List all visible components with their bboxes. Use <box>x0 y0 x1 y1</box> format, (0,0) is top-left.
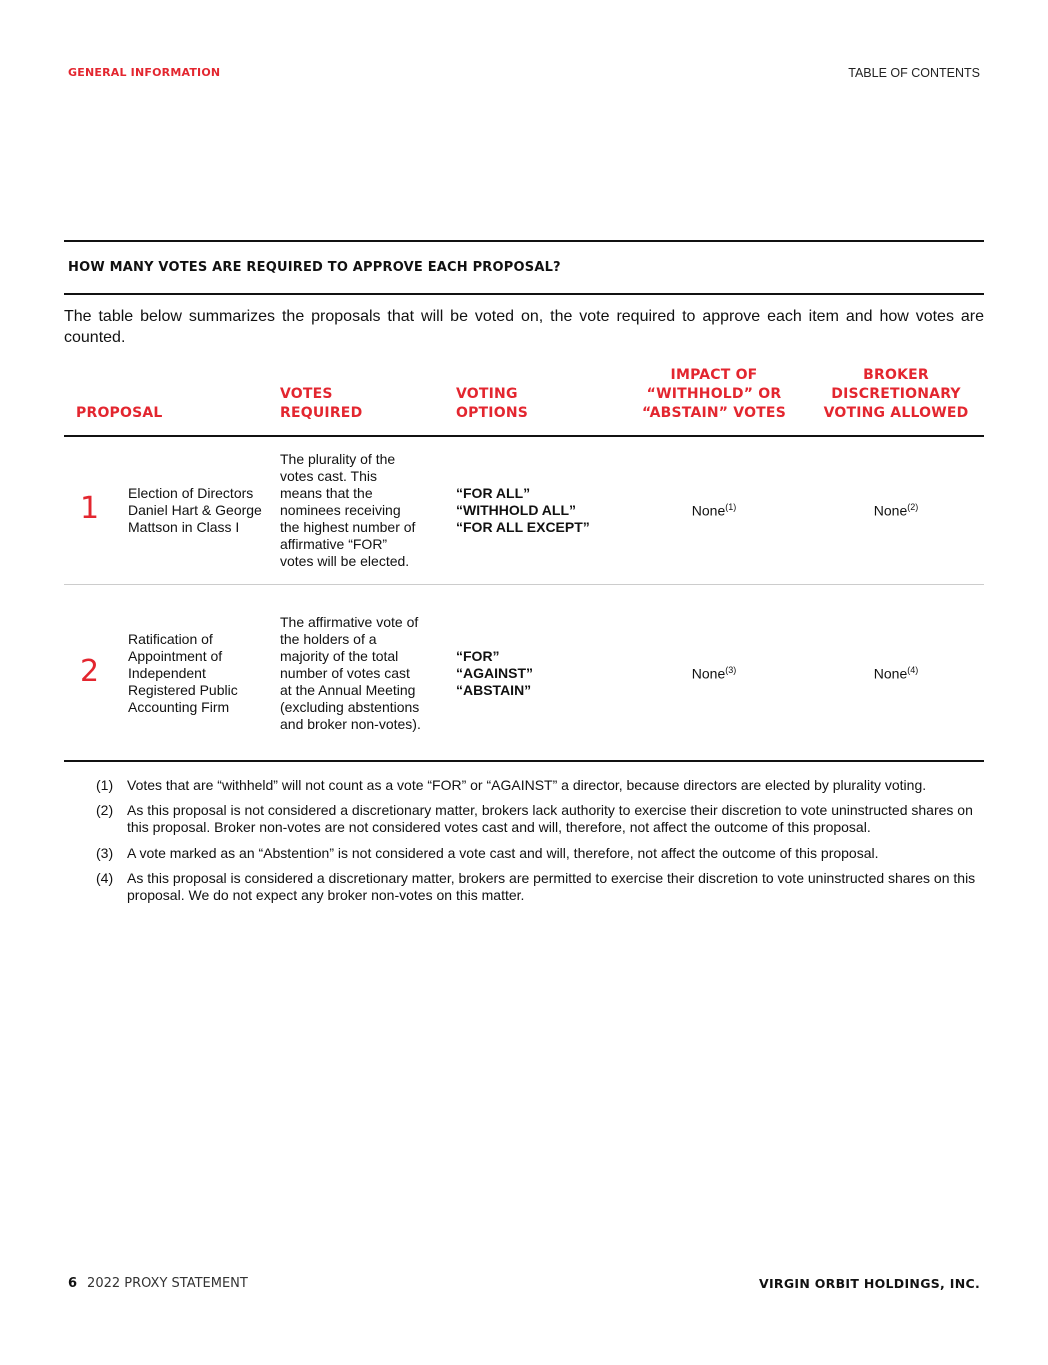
section-bottom-rule <box>64 293 984 295</box>
proposal-name-line: Daniel Hart & George <box>128 502 262 518</box>
header-broker-line2: DISCRETIONARY <box>831 386 961 402</box>
voting-option: “ABSTAIN” <box>456 682 532 698</box>
votes-required-line: (excluding abstentions <box>280 699 420 715</box>
footnote <box>96 777 984 794</box>
row-divider <box>64 584 984 585</box>
votes-required-line: votes cast. This <box>280 468 378 484</box>
votes-required-line: majority of the total <box>280 648 399 664</box>
broker-value <box>826 502 966 519</box>
footnote-ref[interactable]: (4) <box>907 665 919 675</box>
company-name: VIRGIN ORBIT HOLDINGS, INC. <box>758 1276 980 1291</box>
footnote-ref[interactable]: (2) <box>907 502 919 512</box>
proposal-number: 1 <box>80 491 100 526</box>
voting-option: “WITHHOLD ALL” <box>456 502 577 518</box>
votes-required-line: means that the <box>280 485 373 501</box>
footnote <box>96 845 984 862</box>
impact-text: None <box>691 502 726 519</box>
votes-required-line: votes will be elected. <box>280 553 410 569</box>
impact-text: None <box>691 665 726 682</box>
header-broker <box>806 366 986 423</box>
voting-option: “FOR ALL” <box>456 485 531 501</box>
proposal-number: 2 <box>80 654 100 689</box>
header-impact-line3: “ABSTAIN” VOTES <box>642 405 786 421</box>
document-title: 2022 PROXY STATEMENT <box>87 1276 248 1291</box>
footnote-number: (2) <box>96 802 114 818</box>
intro-paragraph: The table below summarizes the proposals that will be voted on, the vote required to approve each item and how votes are counted. <box>64 308 984 346</box>
voting-options <box>456 648 626 699</box>
header-votes-required-line2: REQUIRED <box>280 405 363 421</box>
votes-required-line: The affirmative vote of <box>280 614 419 630</box>
votes-required-line: and broker non-votes). <box>280 716 421 732</box>
header-impact-line2: “WITHHOLD” OR <box>646 386 782 402</box>
votes-required-line: nominees receiving <box>280 502 401 518</box>
page-footer-left <box>68 1276 248 1291</box>
table-header-rule <box>64 435 984 437</box>
footnote <box>96 802 984 836</box>
proposal-name-line: Appointment of <box>128 648 223 664</box>
proposal-name-line: Registered Public <box>128 682 238 698</box>
section-label: GENERAL INFORMATION <box>68 66 221 79</box>
votes-required-line: the holders of a <box>280 631 377 647</box>
proposal-name <box>128 485 278 536</box>
proposal-name-line: Ratification of <box>128 631 213 647</box>
voting-options <box>456 485 626 536</box>
page-number: 6 <box>68 1276 78 1291</box>
proposal-name-line: Mattson in Class I <box>128 519 240 535</box>
proposal-name-line: Election of Directors <box>128 485 254 501</box>
votes-required-text <box>280 451 450 570</box>
voting-option: “FOR” <box>456 648 500 664</box>
section-title: HOW MANY VOTES ARE REQUIRED TO APPROVE EACH PROPOSAL? <box>68 260 561 275</box>
broker-text: None <box>873 502 908 519</box>
impact-value <box>644 502 784 519</box>
header-voting-options <box>456 385 528 423</box>
votes-required-text <box>280 614 450 733</box>
proposal-name-line: Independent <box>128 665 206 681</box>
header-broker-line3: VOTING ALLOWED <box>823 405 969 421</box>
footnote-ref[interactable]: (3) <box>725 665 737 675</box>
footnote-text: As this proposal is considered a discretionary matter, brokers are permitted to exercise their discretion to vote uninstructed shares on this proposal. We do not expect any broker non-votes on this matter. <box>127 870 976 903</box>
header-votes-required-line1: VOTES <box>280 386 333 402</box>
header-impact <box>624 366 804 423</box>
footnote-number: (4) <box>96 870 114 886</box>
footnote <box>96 870 984 904</box>
voting-option: “AGAINST” <box>456 665 533 681</box>
broker-value <box>826 665 966 682</box>
table-of-contents-link[interactable]: TABLE OF CONTENTS <box>848 66 980 80</box>
footnote-ref[interactable]: (1) <box>725 502 737 512</box>
header-impact-line1: IMPACT OF <box>670 367 758 383</box>
table-bottom-rule <box>64 760 984 762</box>
header-voting-options-line1: VOTING <box>456 386 518 402</box>
header-broker-line1: BROKER <box>863 367 929 383</box>
footnote-number: (3) <box>96 845 114 861</box>
broker-text: None <box>873 665 908 682</box>
footnote-number: (1) <box>96 777 114 793</box>
section-top-rule <box>64 240 984 242</box>
footnote-text: A vote marked as an “Abstention” is not considered a vote cast and will, therefore, not affect the outcome of this proposal. <box>127 845 879 861</box>
proposal-name-line: Accounting Firm <box>128 699 230 715</box>
votes-required-line: at the Annual Meeting <box>280 682 416 698</box>
impact-value <box>644 665 784 682</box>
header-voting-options-line2: OPTIONS <box>456 405 529 421</box>
proposal-name <box>128 631 278 716</box>
footnote-text: Votes that are “withheld” will not count as a vote “FOR” or “AGAINST” a director, because directors are elected by plurality voting. <box>127 777 927 793</box>
header-votes-required <box>280 385 362 423</box>
footnote-text: As this proposal is not considered a discretionary matter, brokers lack authority to exercise their discretion to vote uninstructed shares on this proposal. Broker non-votes are not considered votes cast and will, therefore, not affect the outcome of this proposal. <box>127 802 973 835</box>
votes-required-line: affirmative “FOR” <box>280 536 388 552</box>
voting-option: “FOR ALL EXCEPT” <box>456 519 590 535</box>
votes-required-line: The plurality of the <box>280 451 396 467</box>
header-proposal: PROPOSAL <box>76 405 163 421</box>
votes-required-line: the highest number of <box>280 519 416 535</box>
votes-required-line: number of votes cast <box>280 665 410 681</box>
